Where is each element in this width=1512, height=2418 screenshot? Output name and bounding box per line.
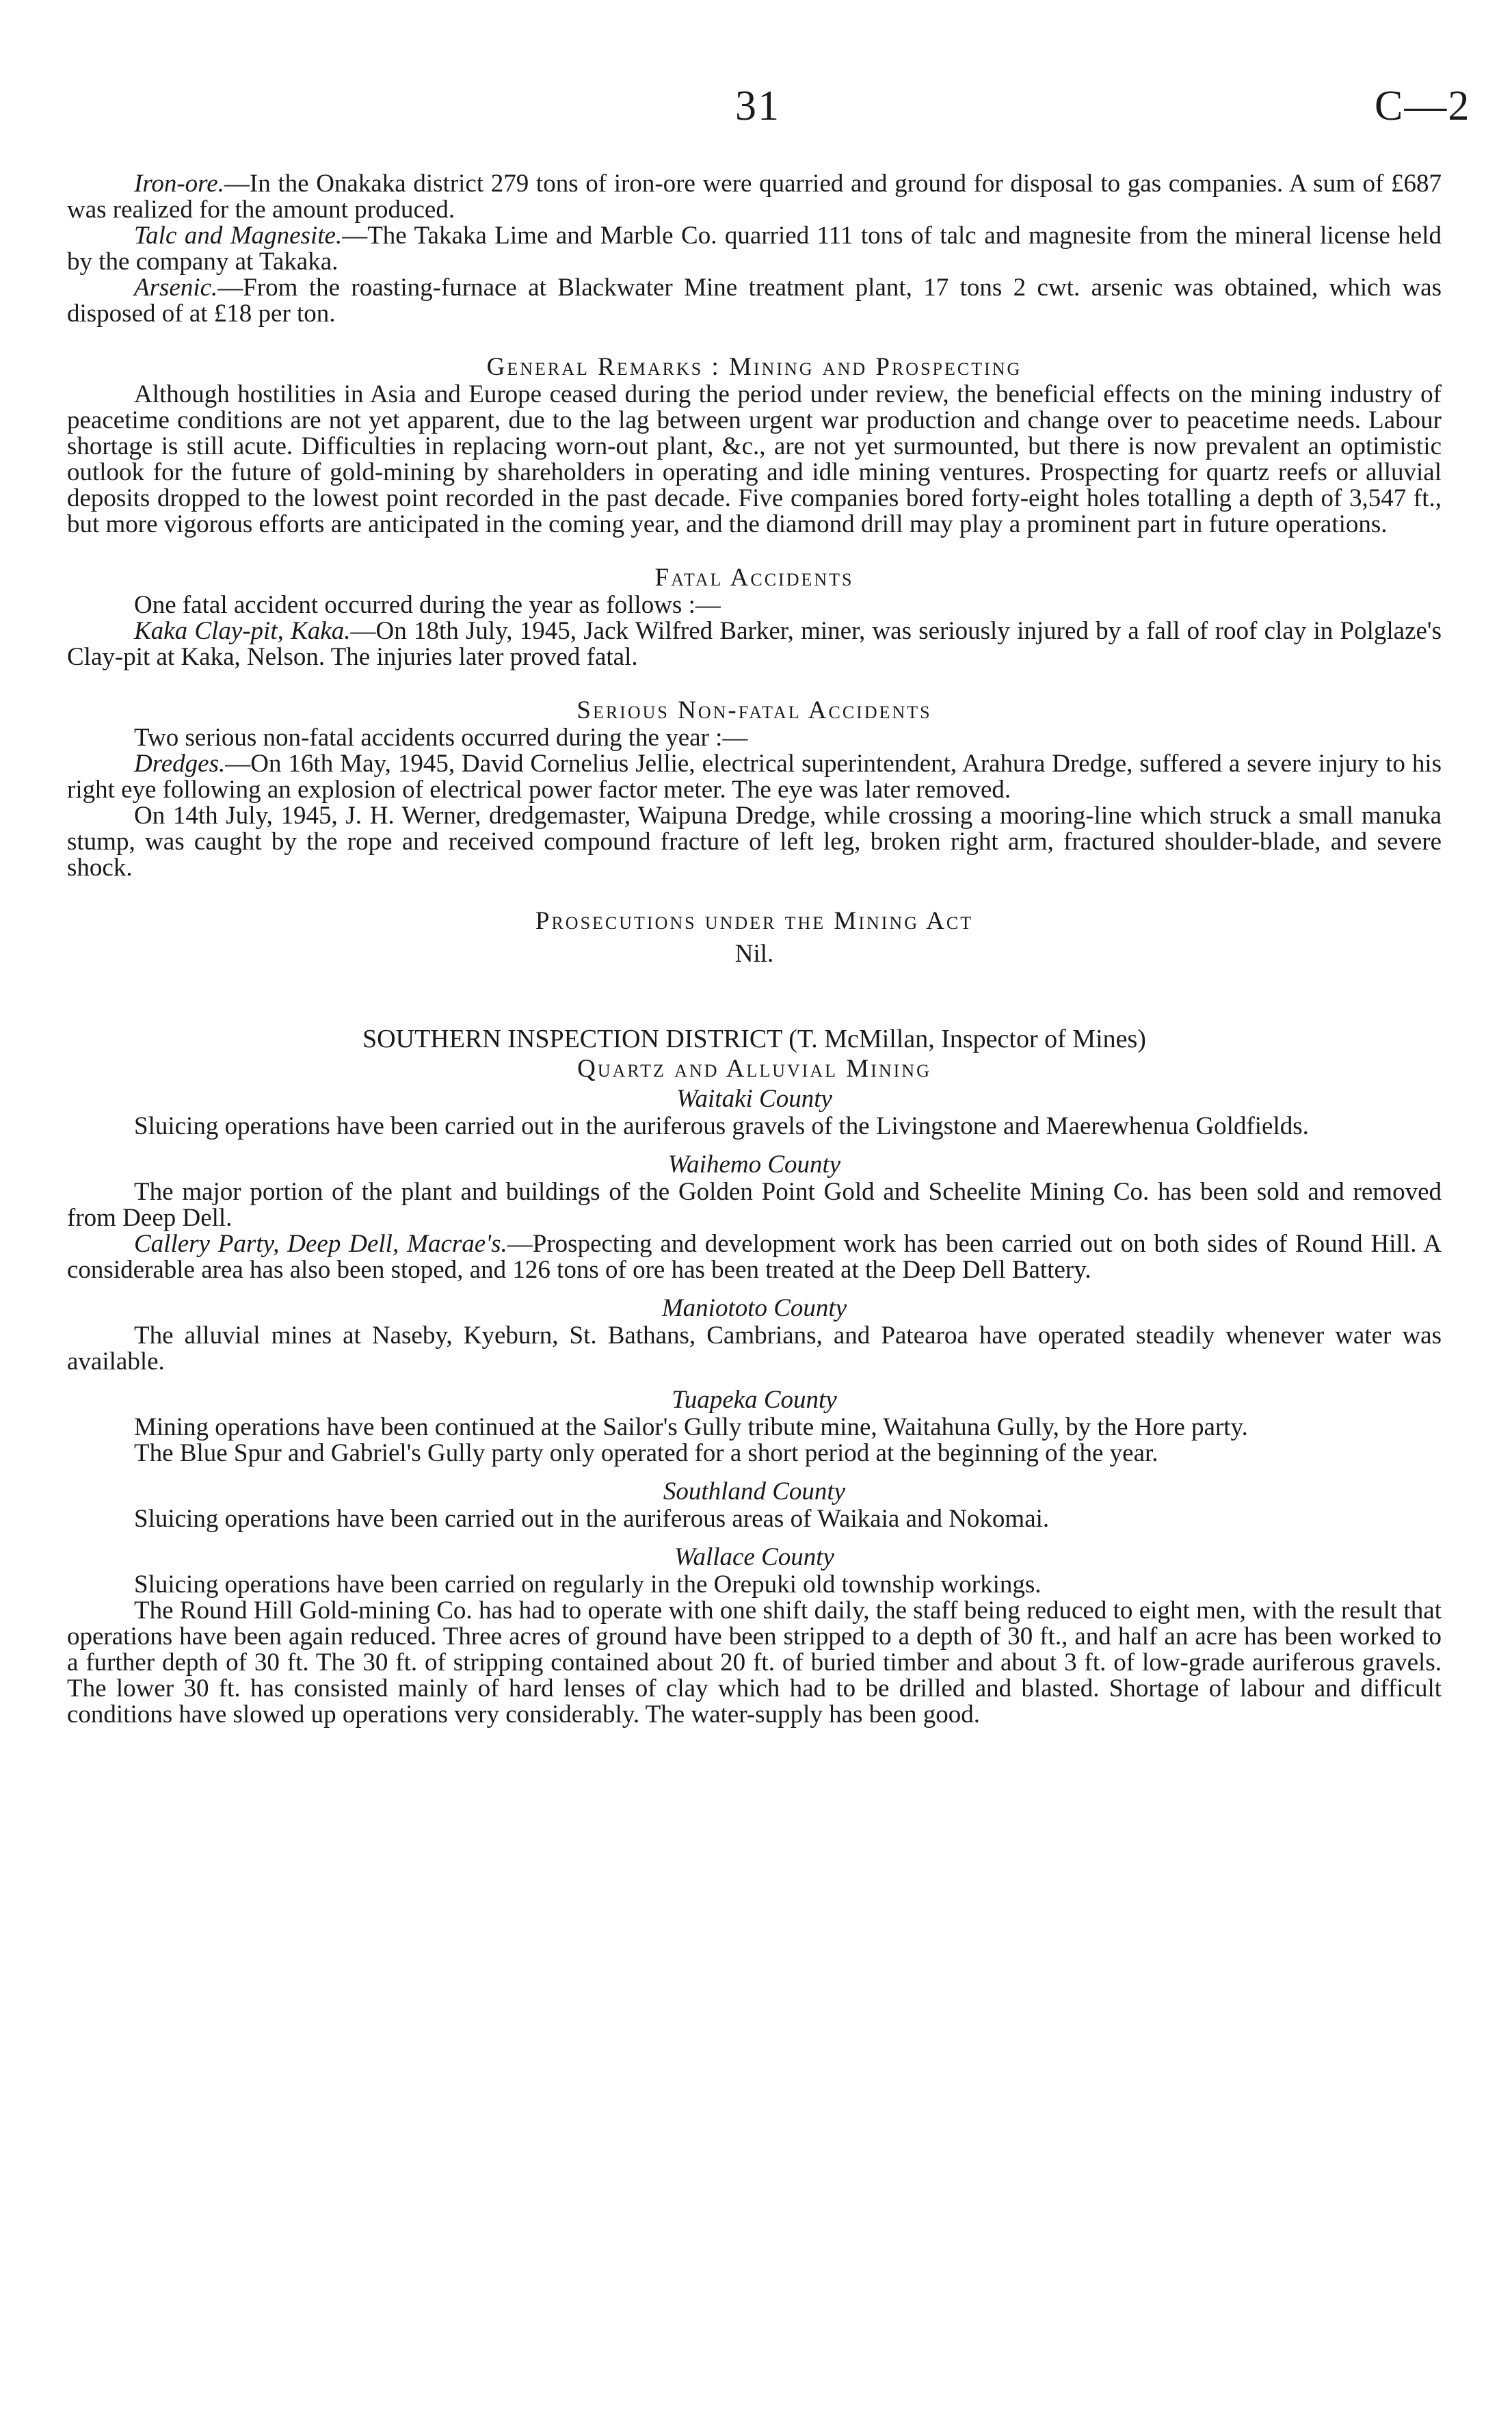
tuapeka-paragraph-1: Mining operations have been continued at the Sailor's Gully tribute mine, Waitahuna Gully, by the Hore party. [134, 1413, 1248, 1441]
tuapeka-county-heading: Tuapeka County [672, 1386, 837, 1414]
waihemo-paragraph: The major portion of the plant and buildings of the Golden Point Gold and Scheelite Mining Co. has been sold and removed from Deep Dell. [67, 1178, 1442, 1232]
prosecutions-value: Nil. [734, 940, 774, 968]
arsenic-lead: Arsenic. [134, 274, 218, 302]
general-remarks-paragraph: Although hostilities in Asia and Europe ceased during the period under review, the beneficial effects on the mining industry of peacetime conditions are not yet apparent, due to the lag between urgent war production and change over to peacetime needs. Labour shortage is still acute. Difficulties in replacing worn-out plant, &c., are not yet surmounted, but there is now prevalent an optimistic outlook for the future of gold-mining by shareholders in operating and idle mining ventures. Prospecting for quartz reefs or alluvial deposits dropped to the lowest point recorded in the past decade. Five companies bored forty-eight holes totalling a depth of 3,547 ft., but more vigorous efforts are anticipated in the coming year, and the diamond drill may play a prominent part in future operations. [67, 380, 1442, 538]
iron-ore-text: —In the Onakaka district 279 tons of iron-ore were quarried and ground for disposal to gas companies. A sum of £687 was realized for the amount produced. [67, 170, 1442, 224]
southern-district-heading: SOUTHERN INSPECTION DISTRICT (T. McMillan, Inspector of Mines) [362, 1025, 1146, 1053]
waihemo-county-heading: Waihemo County [667, 1151, 841, 1179]
tuapeka-paragraph-2: The Blue Spur and Gabriel's Gully party only operated for a short period at the beginning of the year. [134, 1439, 1158, 1467]
callery-party-text: —Prospecting and development work has been carried out on both sides of Round Hill. A considerable area has also been stoped, and 126 tons of ore has been treated at the Deep Dell Battery. [67, 1230, 1442, 1284]
dredges-paragraph [67, 751, 1442, 803]
fatal-accidents-intro: One fatal accident occurred during the year as follows :— [134, 591, 721, 619]
fatal-accident-paragraph [67, 618, 1442, 670]
arsenic-paragraph [67, 275, 1442, 327]
maniototo-paragraph: The alluvial mines at Naseby, Kyeburn, St. Bathans, Cambrians, and Patearoa have operated steadily whenever water was available. [67, 1322, 1442, 1376]
dredges-text: —On 16th May, 1945, David Cornelius Jellie, electrical superintendent, Arahura Dredge, suffered a severe injury to his right eye following an explosion of electrical power factor meter. The eye was later removed. [67, 750, 1442, 804]
prosecutions-heading: Prosecutions under the Mining Act [535, 907, 974, 935]
iron-ore-paragraph [67, 171, 1442, 223]
page-body [67, 171, 1442, 1728]
southland-county-heading: Southland County [663, 1477, 846, 1506]
fatal-accident-lead: Kaka Clay-pit, Kaka. [134, 617, 351, 645]
fatal-accident-text: —On 18th July, 1945, Jack Wilfred Barker, miner, was seriously injured by a fall of roof clay in Polglaze's Clay-pit at Kaka, Nelson. The injuries later proved fatal. [67, 617, 1442, 671]
page-number: 31 [735, 83, 780, 129]
serious-accidents-intro: Two serious non-fatal accidents occurred during the year :— [134, 724, 748, 752]
wallace-paragraph-1: Sluicing operations have been carried on regularly in the Orepuki old township workings. [134, 1571, 1042, 1599]
callery-party-paragraph [67, 1231, 1442, 1283]
talc-lead: Talc and Magnesite. [134, 222, 343, 250]
general-remarks-heading: General Remarks : Mining and Prospecting [486, 353, 1022, 381]
iron-ore-lead: Iron-ore. [134, 170, 224, 198]
wallace-paragraph-2: The Round Hill Gold-mining Co. has had to operate with one shift daily, the staff being reduced to eight men, with the result that operations have been again reduced. Three acres of ground have been stripped to a depth of 30 ft., and half an acre has been worked to a further depth of 30 ft. The 30 ft. of stripping contained about 20 ft. of buried timber and about 3 ft. of low-grade auriferous gravels. The lower 30 ft. has consisted mainly of hard lenses of clay which had to be drilled and blasted. Shortage of labour and difficult conditions have slowed up operations very considerably. The water-supply has been good. [67, 1596, 1442, 1729]
talc-paragraph [67, 223, 1442, 275]
callery-party-lead: Callery Party, Deep Dell, Macrae's. [134, 1230, 507, 1258]
waitaki-county-heading: Waitaki County [676, 1085, 832, 1113]
fatal-accidents-heading: Fatal Accidents [654, 564, 854, 592]
serious-accidents-heading: Serious Non-fatal Accidents [576, 696, 932, 724]
waitaki-paragraph: Sluicing operations have been carried out in the auriferous gravels of the Livingstone and Maerewhenua Goldfields. [134, 1112, 1309, 1140]
quartz-alluvial-heading: Quartz and Alluvial Mining [577, 1055, 931, 1083]
talc-text: —The Takaka Lime and Marble Co. quarried 111 tons of talc and magnesite from the mineral license held by the company at Takaka. [67, 222, 1442, 276]
wallace-county-heading: Wallace County [674, 1543, 834, 1571]
southland-paragraph: Sluicing operations have been carried out in the auriferous areas of Waikaia and Nokomai. [134, 1505, 1050, 1533]
document-reference: C—2 [1375, 83, 1471, 129]
arsenic-text: —From the roasting-furnace at Blackwater Mine treatment plant, 17 tons 2 cwt. arsenic was obtained, which was disposed of at £18 per ton. [67, 274, 1442, 328]
dredges-lead: Dredges. [134, 750, 226, 778]
maniototo-county-heading: Maniototo County [661, 1294, 847, 1322]
werner-accident-paragraph: On 14th July, 1945, J. H. Werner, dredgemaster, Waipuna Dredge, while crossing a mooring-line which struck a small manuka stump, was caught by the rope and received compound fracture of left leg, broken right arm, fractured shoulder-blade, and severe shock. [67, 802, 1442, 882]
